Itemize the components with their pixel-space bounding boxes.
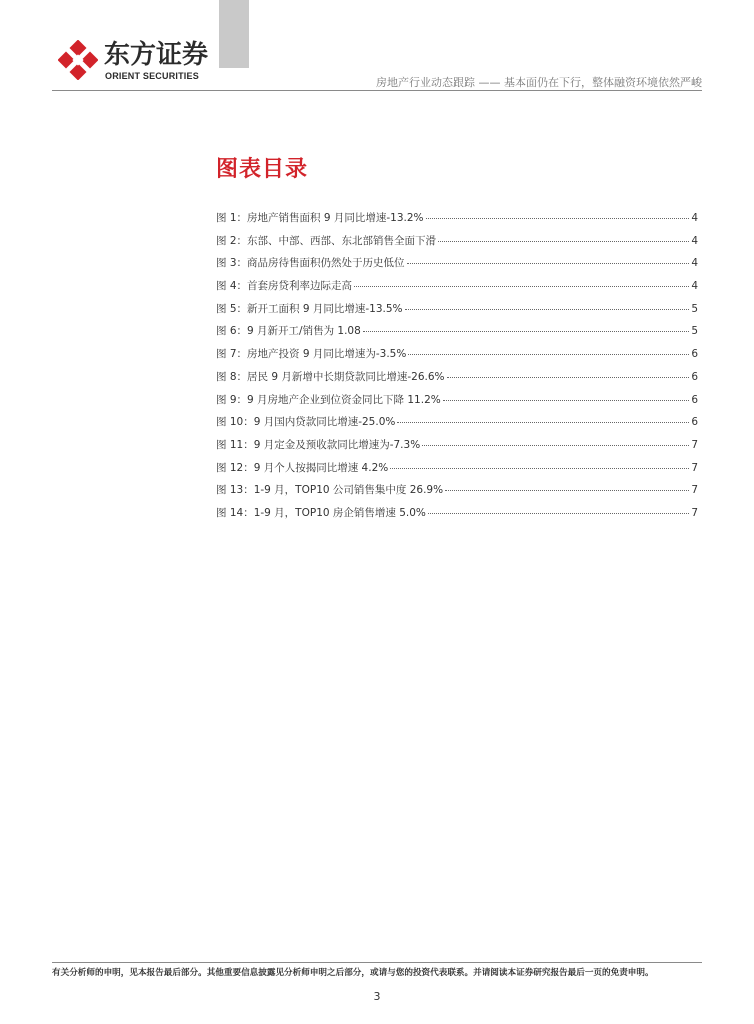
toc-entry-label: 图 2：东部、中部、西部、东北部销售全面下滑 [216, 234, 437, 247]
header-divider [52, 90, 702, 91]
toc-entry-label: 图 6：9 月新开工/销售为 1.08 [216, 325, 361, 338]
toc-entry-label: 图 10：9 月国内贷款同比增速-25.0% [216, 416, 396, 429]
toc-dot-leader [447, 376, 690, 378]
toc-entry-page: 6 [691, 370, 698, 383]
toc-entry[interactable] [216, 414, 698, 437]
toc-entry[interactable] [216, 482, 698, 505]
orient-securities-logo [58, 40, 218, 84]
toc-dot-leader [390, 467, 689, 469]
toc-entry[interactable] [216, 437, 698, 460]
toc-entry[interactable] [216, 278, 698, 301]
toc-entry[interactable] [216, 369, 698, 392]
toc-entry-page: 4 [691, 212, 698, 224]
toc-entry[interactable] [216, 392, 698, 415]
toc-dot-leader [408, 353, 689, 355]
toc-entry-page: 6 [691, 348, 698, 361]
toc-list [216, 210, 698, 528]
toc-dot-leader [428, 512, 689, 514]
logo-english-name: ORIENT SECURITIES [105, 71, 199, 81]
toc-entry[interactable] [216, 255, 698, 278]
toc-dot-leader [443, 399, 690, 401]
toc-entry-page: 7 [691, 438, 698, 451]
toc-entry-page: 5 [691, 302, 698, 315]
toc-entry[interactable] [216, 301, 698, 324]
toc-entry-label: 图 7：房地产投资 9 月同比增速为-3.5% [216, 348, 407, 361]
toc-entry-page: 6 [691, 416, 698, 429]
logo-chinese-name: 东方证券 [104, 40, 209, 70]
page-number: 3 [373, 990, 381, 1003]
toc-entry-page: 5 [691, 325, 698, 338]
toc-entry[interactable] [216, 210, 698, 233]
toc-entry-label: 图 1：房地产销售面积 9 月同比增速-13.2% [216, 212, 424, 224]
toc-dot-leader [397, 421, 689, 423]
toc-entry-label: 图 5：新开工面积 9 月同比增速-13.5% [216, 302, 403, 315]
toc-entry[interactable] [216, 346, 698, 369]
toc-entry[interactable] [216, 323, 698, 346]
toc-dot-leader [407, 262, 690, 264]
toc-entry-page: 4 [691, 280, 698, 293]
toc-entry-label: 图 9：9 月房地产企业到位资金同比下降 11.2% [216, 393, 441, 406]
toc-entry-label: 图 8：居民 9 月新增中长期贷款同比增速-26.6% [216, 370, 445, 383]
toc-dot-leader [426, 217, 690, 219]
toc-entry-page: 7 [691, 506, 698, 519]
toc-title: 图表目录 [216, 157, 309, 182]
toc-entry-label: 图 12：9 月个人按揭同比增速 4.2% [216, 461, 389, 474]
footer-divider [52, 962, 702, 963]
toc-entry-page: 4 [691, 257, 698, 270]
toc-dot-leader [445, 489, 689, 491]
header-accent-bar [219, 0, 249, 68]
toc-entry-label: 图 4：首套房贷利率边际走高 [216, 280, 353, 293]
toc-entry-page: 6 [691, 393, 698, 406]
footer-disclaimer: 有关分析师的申明，见本报告最后部分。其他重要信息披露见分析师申明之后部分，或请与您的投资代表联系。并请阅读本证券研究报告最后一页的免责申明。 [52, 968, 654, 978]
toc-entry-label: 图 11：9 月定金及预收款同比增速为-7.3% [216, 438, 421, 451]
toc-dot-leader [363, 330, 690, 332]
toc-entry[interactable] [216, 460, 698, 483]
toc-entry[interactable] [216, 505, 698, 528]
toc-entry-page: 7 [691, 461, 698, 474]
toc-dot-leader [422, 444, 689, 446]
report-subtitle: 房地产行业动态跟踪 —— 基本面仍在下行，整体融资环境依然严峻 [376, 76, 702, 89]
toc-entry-label: 图 14：1-9 月，TOP10 房企销售增速 5.0% [216, 506, 426, 519]
toc-entry-page: 7 [691, 484, 698, 497]
toc-entry-label: 图 3：商品房待售面积仍然处于历史低位 [216, 257, 405, 270]
toc-entry-page: 4 [691, 234, 698, 247]
logo-mark-icon [58, 40, 98, 80]
toc-entry[interactable] [216, 233, 698, 256]
toc-dot-leader [354, 285, 689, 287]
toc-entry-label: 图 13：1-9 月，TOP10 公司销售集中度 26.9% [216, 484, 444, 497]
toc-dot-leader [405, 308, 690, 310]
toc-dot-leader [438, 240, 689, 242]
